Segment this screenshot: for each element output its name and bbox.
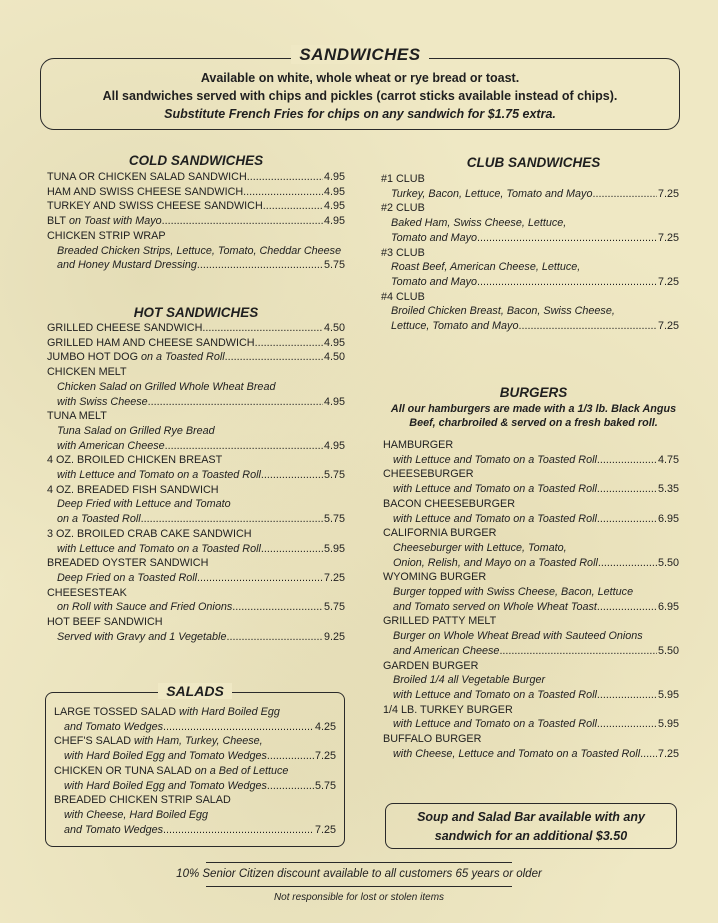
menu-item [54,734,336,763]
item-description-price-row [383,717,679,732]
item-name-row [381,290,679,305]
item-description-price-row [383,688,679,703]
leader-dots [261,468,323,483]
leader-dots [592,187,657,202]
leader-dots [197,571,323,586]
item-description: with Lettuce and Tomato on a Toasted Roll [393,453,597,466]
item-name: TUNA MELT [47,410,107,423]
item-description: and Tomato served on Whole Wheat Toast [393,600,597,613]
item-name-row [47,453,345,468]
item-price: 7.25 [657,747,679,760]
menu-item [47,199,345,214]
burgers-title: BURGERS [499,385,568,400]
item-price: 4.95 [323,215,345,228]
item-description: Roast Beef, American Cheese, Lettuce, [391,261,581,274]
item-description: with Lettuce and Tomato on a Toasted Roll [393,483,597,496]
item-name-row [383,467,679,482]
item-description-price-row [54,720,336,735]
item-price: 5.75 [323,601,345,614]
item-price: 7.25 [314,823,336,836]
menu-item [47,321,345,336]
item-note: with Ham, Turkey, Cheese, [131,735,263,748]
item-price: 7.25 [657,275,679,288]
menu-item [47,483,345,527]
item-price: 5.50 [657,556,679,569]
item-price: 5.75 [314,779,336,792]
item-price: 4.95 [323,200,345,213]
item-name: GRILLED PATTY MELT [383,615,497,628]
soup-salad-bar-box [385,803,677,849]
disclaimer-note: Not responsible for lost or stolen items [273,892,445,903]
item-description: with Lettuce and Tomato on a Toasted Roll [57,469,261,482]
menu-item [47,229,345,273]
item-description-price-row [54,749,336,764]
leader-dots [163,720,314,735]
item-note: on Toast with Mayo [66,215,162,228]
banner-title: SANDWICHES [291,45,428,64]
item-name-row [47,483,345,498]
item-name-row [47,586,345,601]
item-name: CALIFORNIA BURGER [383,527,497,540]
banner-line-2: All sandwiches served with chips and pickles (carrot sticks available instead of chips). [102,89,618,103]
leader-dots [597,600,657,615]
item-note: on a Bed of Lettuce [191,764,289,777]
leader-dots [477,275,657,290]
item-name: #3 CLUB [381,246,425,259]
item-name-row [47,409,345,424]
item-description-price-row [47,600,345,615]
menu-item [47,185,345,200]
burgers-note-line-1: All our hamburgers are made with a 1/3 lb. Black Angus [390,403,677,415]
menu-item [47,214,345,229]
item-price: 4.75 [657,453,679,466]
item-name: HAM AND SWISS CHEESE SANDWICH [47,185,244,198]
item-name: #4 CLUB [381,290,425,303]
soup-line-1: Soup and Salad Bar available with any [417,810,645,824]
item-name: 4 OZ. BREADED FISH SANDWICH [47,483,219,496]
item-description: Broiled 1/4 all Vegetable Burger [393,674,546,687]
item-name-row [47,229,345,244]
item-name-row [47,321,345,336]
item-description: Lettuce, Tomato and Mayo [391,320,519,333]
item-price: 9.25 [323,630,345,643]
item-description: Baked Ham, Swiss Cheese, Lettuce, [391,217,567,230]
item-name: BREADED OYSTER SANDWICH [47,557,209,570]
soup-line-2: sandwich for an additional $3.50 [434,829,628,843]
item-name-row [47,199,345,214]
item-price: 5.35 [657,483,679,496]
menu-item [381,246,679,290]
item-description-price-row [383,644,679,659]
item-description: Turkey, Bacon, Lettuce, Tomato and Mayo [391,187,593,200]
item-description: and Tomato Wedges [64,823,164,836]
item-description: and American Cheese [393,644,500,657]
leader-dots [255,336,323,351]
club-sandwiches-list [381,172,679,334]
item-description-price-row [54,779,336,794]
item-name-row [47,350,345,365]
item-name-row [383,614,679,629]
item-description: on Roll with Sauce and Fried Onions [57,601,233,614]
item-price: 5.75 [323,469,345,482]
item-name-row [381,246,679,261]
item-price: 4.95 [323,395,345,408]
item-name: GARDEN BURGER [383,659,479,672]
item-name: #1 CLUB [381,173,425,185]
item-description-price-row [383,512,679,527]
item-name-row [383,497,679,512]
item-name: BREADED CHICKEN STRIP SALAD [54,794,231,807]
item-price: 7.25 [657,231,679,244]
item-description-price-row [47,468,345,483]
item-price: 5.50 [657,644,679,657]
item-price: 5.75 [323,259,345,272]
item-name-row [383,732,679,747]
item-description-price-row [383,482,679,497]
menu-item [47,586,345,615]
item-description-price-row [381,187,679,202]
item-name: GRILLED CHEESE SANDWICH [47,322,203,334]
leader-dots [202,321,323,336]
item-name-row [47,615,345,630]
burgers-list [383,438,679,761]
leader-dots [518,319,657,334]
menu-item [47,556,345,585]
leader-dots [197,258,323,273]
item-name: CHEF'S SALAD [54,735,132,748]
leader-dots [165,439,323,454]
leader-dots [597,453,657,468]
item-name-row [47,365,345,380]
item-name-row [54,793,336,808]
item-description: Deep Fried with Lettuce and Tomato [57,498,231,511]
item-name-row [47,214,345,229]
item-price: 6.95 [657,512,679,525]
menu-item [54,764,336,793]
item-name: #2 CLUB [381,202,425,215]
item-price: 7.25 [657,320,679,333]
item-description: with Hard Boiled Egg and Tomato Wedges [64,779,267,792]
burgers-note [381,402,686,430]
footer-divider-bottom [206,886,512,887]
item-name: CHICKEN OR TUNA SALAD [54,764,192,777]
salads-title: SALADS [158,683,232,699]
item-name: HAMBURGER [383,439,454,451]
item-description: Tomato and Mayo [391,231,478,244]
item-description-price-row [383,556,679,571]
item-name-row [54,705,336,720]
club-sandwiches-title: CLUB SANDWICHES [466,155,601,170]
item-description-price-row [383,453,679,468]
banner-line-3: Substitute French Fries for chips on any sandwich for $1.75 extra. [164,107,556,121]
item-name: JUMBO HOT DOG [47,351,138,364]
item-name-row [47,336,345,351]
item-name: 3 OZ. BROILED CRAB CAKE SANDWICH [47,527,252,540]
item-description: with Lettuce and Tomato on a Toasted Roll [57,542,261,555]
menu-item [383,732,679,761]
menu-item [381,201,679,245]
leader-dots [597,717,657,732]
item-note: on a Toasted Roll [137,351,225,364]
menu-item [383,438,679,467]
footer-divider-top [206,862,512,863]
item-price: 4.95 [323,185,345,198]
item-price: 7.25 [314,750,336,763]
item-price: 5.95 [657,718,679,731]
item-name: CHEESEBURGER [383,468,474,481]
item-description: with Lettuce and Tomato on a Toasted Roll [393,718,597,731]
leader-dots [232,600,323,615]
item-price: 7.25 [657,187,679,200]
item-price: 4.50 [323,351,345,364]
leader-dots [247,170,323,185]
menu-item [381,290,679,334]
item-name-row [381,201,679,216]
item-name: GRILLED HAM AND CHEESE SANDWICH [47,336,255,349]
item-name: TUNA OR CHICKEN SALAD SANDWICH [47,171,247,183]
salads-list [54,705,336,837]
item-name: BLT [47,215,66,228]
menu-item [47,336,345,351]
item-description-price-row [54,823,336,838]
item-description: and Tomato Wedges [64,720,164,733]
item-name: HOT BEEF SANDWICH [47,616,163,629]
leader-dots [499,644,657,659]
leader-dots [597,688,657,703]
item-description-price-row [47,395,345,410]
leader-dots [263,199,323,214]
leader-dots [162,214,323,229]
item-name: CHEESESTEAK [47,586,127,599]
item-description: with Cheese, Lettuce and Tomato on a Toasted Roll [393,747,641,760]
item-description: Chicken Salad on Grilled Whole Wheat Bread [57,380,276,393]
leader-dots [597,482,657,497]
item-name-row [54,764,336,779]
burgers-note-line-2: Beef, charbroiled & served on a fresh baked roll. [409,417,658,429]
cold-sandwiches-title: COLD SANDWICHES [128,153,264,168]
item-price: 4.95 [323,171,345,183]
menu-item [47,170,345,185]
item-name: LARGE TOSSED SALAD [54,706,177,718]
cold-sandwiches-list [47,170,345,273]
item-description-price-row [47,258,345,273]
item-name-row [383,438,679,453]
hot-sandwiches-list [47,321,345,644]
item-price: 5.95 [657,688,679,701]
item-price: 4.25 [314,720,336,733]
item-description: Burger topped with Swiss Cheese, Bacon, Lettuce [393,586,634,599]
salads-box [45,683,345,847]
item-price: 5.75 [323,513,345,526]
item-description: with Cheese, Hard Boiled Egg [64,808,209,821]
item-note: with Hard Boiled Egg [176,706,280,718]
item-description: Broiled Chicken Breast, Bacon, Swiss Cheese, [391,305,615,318]
leader-dots [226,630,323,645]
leader-dots [261,542,323,557]
item-name-row [383,570,679,585]
menu-item [383,526,679,570]
leader-dots [597,512,657,527]
menu-item [383,467,679,496]
item-description-price-row [381,231,679,246]
menu-item [47,615,345,644]
leader-dots [640,747,657,762]
leader-dots [267,779,314,794]
leader-dots [141,512,323,527]
item-description: with Hard Boiled Egg and Tomato Wedges [64,750,267,763]
item-name-row [383,659,679,674]
menu-item [47,527,345,556]
item-description: Onion, Relish, and Mayo on a Toasted Roll [393,556,598,569]
menu-item [383,614,679,658]
item-description-price-row [47,630,345,645]
item-description-price-row [47,542,345,557]
menu-item [47,365,345,409]
item-name: WYOMING BURGER [383,571,487,584]
item-description-price-row [383,600,679,615]
item-name: CHICKEN MELT [47,366,127,379]
item-name: 4 OZ. BROILED CHICKEN BREAST [47,454,223,467]
item-price: 5.95 [323,542,345,555]
item-name-row [47,527,345,542]
item-name-row [383,526,679,541]
item-price: 7.25 [323,571,345,584]
menu-item [383,659,679,703]
item-description: Breaded Chicken Strips, Lettuce, Tomato, Cheddar Cheese [57,244,342,257]
item-description-price-row [381,319,679,334]
menu-item [383,497,679,526]
item-description: Burger on Whole Wheat Bread with Sauteed Onions [393,630,643,643]
item-description: Cheeseburger with Lettuce, Tomato, [393,541,567,554]
leader-dots [243,185,323,200]
item-name: TURKEY AND SWISS CHEESE SANDWICH [47,200,263,213]
leader-dots [163,823,314,838]
leader-dots [225,350,323,365]
banner-line-1: Available on white, whole wheat or rye bread or toast. [200,71,520,85]
leader-dots [598,556,657,571]
item-name: BUFFALO BURGER [383,733,482,746]
menu-item [54,793,336,837]
item-name-row [381,172,679,187]
item-description-price-row [47,571,345,586]
item-description: with Swiss Cheese [57,395,148,408]
senior-discount-note: 10% Senior Citizen discount available to all customers 65 years or older [176,868,542,880]
item-name-row [47,556,345,571]
item-name: BACON CHEESEBURGER [383,497,515,510]
item-price: 4.95 [323,439,345,452]
menu-item [47,350,345,365]
item-price: 4.50 [323,322,345,334]
item-description: with Lettuce and Tomato on a Toasted Roll [393,688,597,701]
item-description: Deep Fried on a Toasted Roll [57,571,198,584]
item-name: CHICKEN STRIP WRAP [47,229,166,242]
item-name-row [383,703,679,718]
item-name: 1/4 LB. TURKEY BURGER [383,703,513,716]
menu-item [381,172,679,201]
item-description: with American Cheese [57,439,165,452]
sandwiches-banner [40,45,680,130]
item-description: Tomato and Mayo [391,275,478,288]
menu-item [383,703,679,732]
item-description-price-row [381,275,679,290]
menu-item [54,705,336,734]
item-description: and Honey Mustard Dressing [57,259,197,272]
item-description: with Lettuce and Tomato on a Toasted Roll [393,512,597,525]
item-price: 4.95 [323,336,345,349]
leader-dots [477,231,657,246]
item-description: on a Toasted Roll [57,513,141,526]
item-name-row [47,185,345,200]
item-name-row [47,170,345,185]
item-name-row [54,734,336,749]
hot-sandwiches-title: HOT SANDWICHES [133,305,259,320]
leader-dots [148,395,323,410]
menu-item [47,409,345,453]
menu-item [383,570,679,614]
item-description-price-row [383,747,679,762]
menu-item [47,453,345,482]
item-description-price-row [47,439,345,454]
item-description-price-row [47,512,345,527]
leader-dots [267,749,314,764]
item-description: Served with Gravy and 1 Vegetable [57,630,227,643]
item-price: 6.95 [657,600,679,613]
item-description: Tuna Salad on Grilled Rye Bread [57,424,215,437]
